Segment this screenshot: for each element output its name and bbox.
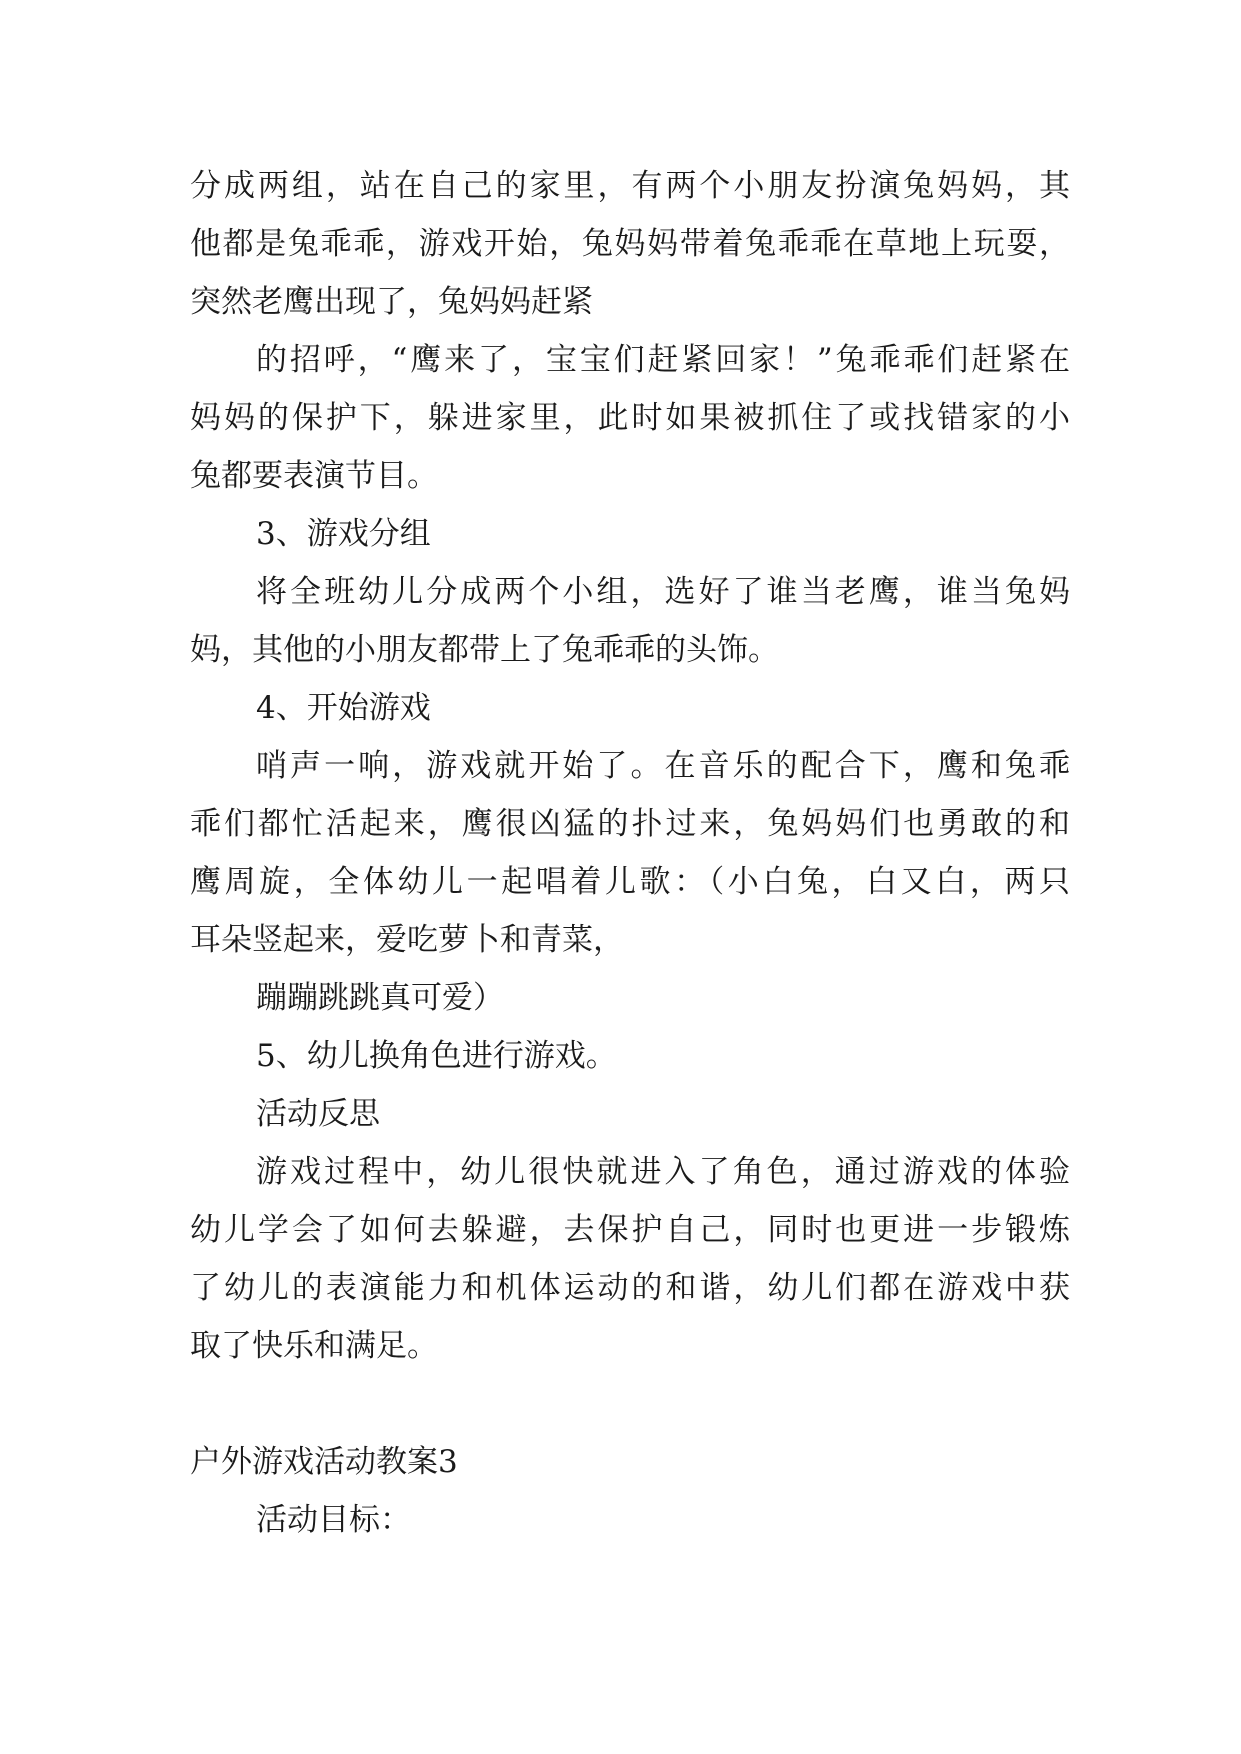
text-line: 妈，其他的小朋友都带上了兔乖乖的头饰。 — [190, 632, 779, 668]
text-line: 鹰周旋，全体幼儿一起唱着儿歌：（小白兔，白又白，两只 — [190, 864, 1070, 900]
document-title: 户外游戏活动教案3 — [190, 1444, 458, 1480]
text-line: 他都是兔乖乖，游戏开始，兔妈妈带着兔乖乖在草地上玩耍， — [190, 226, 1070, 262]
section-heading: 5、幼儿换角色进行游戏。 — [256, 1038, 617, 1074]
section-heading: 活动目标： — [256, 1502, 411, 1538]
section-heading: 3、游戏分组 — [256, 516, 431, 552]
text-line: 蹦蹦跳跳真可爱） — [256, 980, 504, 1016]
text-line: 乖们都忙活起来，鹰很凶猛的扑过来，兔妈妈们也勇敢的和 — [190, 806, 1070, 842]
text-line: 哨声一响，游戏就开始了。在音乐的配合下，鹰和兔乖 — [256, 748, 1070, 784]
text-line: 游戏过程中，幼儿很快就进入了角色，通过游戏的体验 — [256, 1154, 1070, 1190]
section-heading: 活动反思 — [256, 1096, 380, 1132]
text-line: 幼儿学会了如何去躲避，去保护自己，同时也更进一步锻炼 — [190, 1212, 1070, 1248]
text-line: 兔都要表演节目。 — [190, 458, 438, 494]
text-line: 取了快乐和满足。 — [190, 1328, 438, 1364]
section-heading: 4、开始游戏 — [256, 690, 431, 726]
text-line: 分成两组，站在自己的家里，有两个小朋友扮演兔妈妈，其 — [190, 168, 1070, 204]
text-line: 耳朵竖起来，爱吃萝卜和青菜， — [190, 922, 624, 958]
text-line: 妈妈的保护下，躲进家里，此时如果被抓住了或找错家的小 — [190, 400, 1070, 436]
text-line: 突然老鹰出现了，兔妈妈赶紧 — [190, 284, 593, 320]
text-line: 了幼儿的表演能力和机体运动的和谐，幼儿们都在游戏中获 — [190, 1270, 1070, 1306]
text-line: 的招呼，“鹰来了，宝宝们赶紧回家！”兔乖乖们赶紧在 — [256, 342, 1070, 378]
text-line: 将全班幼儿分成两个小组，选好了谁当老鹰，谁当兔妈 — [256, 574, 1070, 610]
